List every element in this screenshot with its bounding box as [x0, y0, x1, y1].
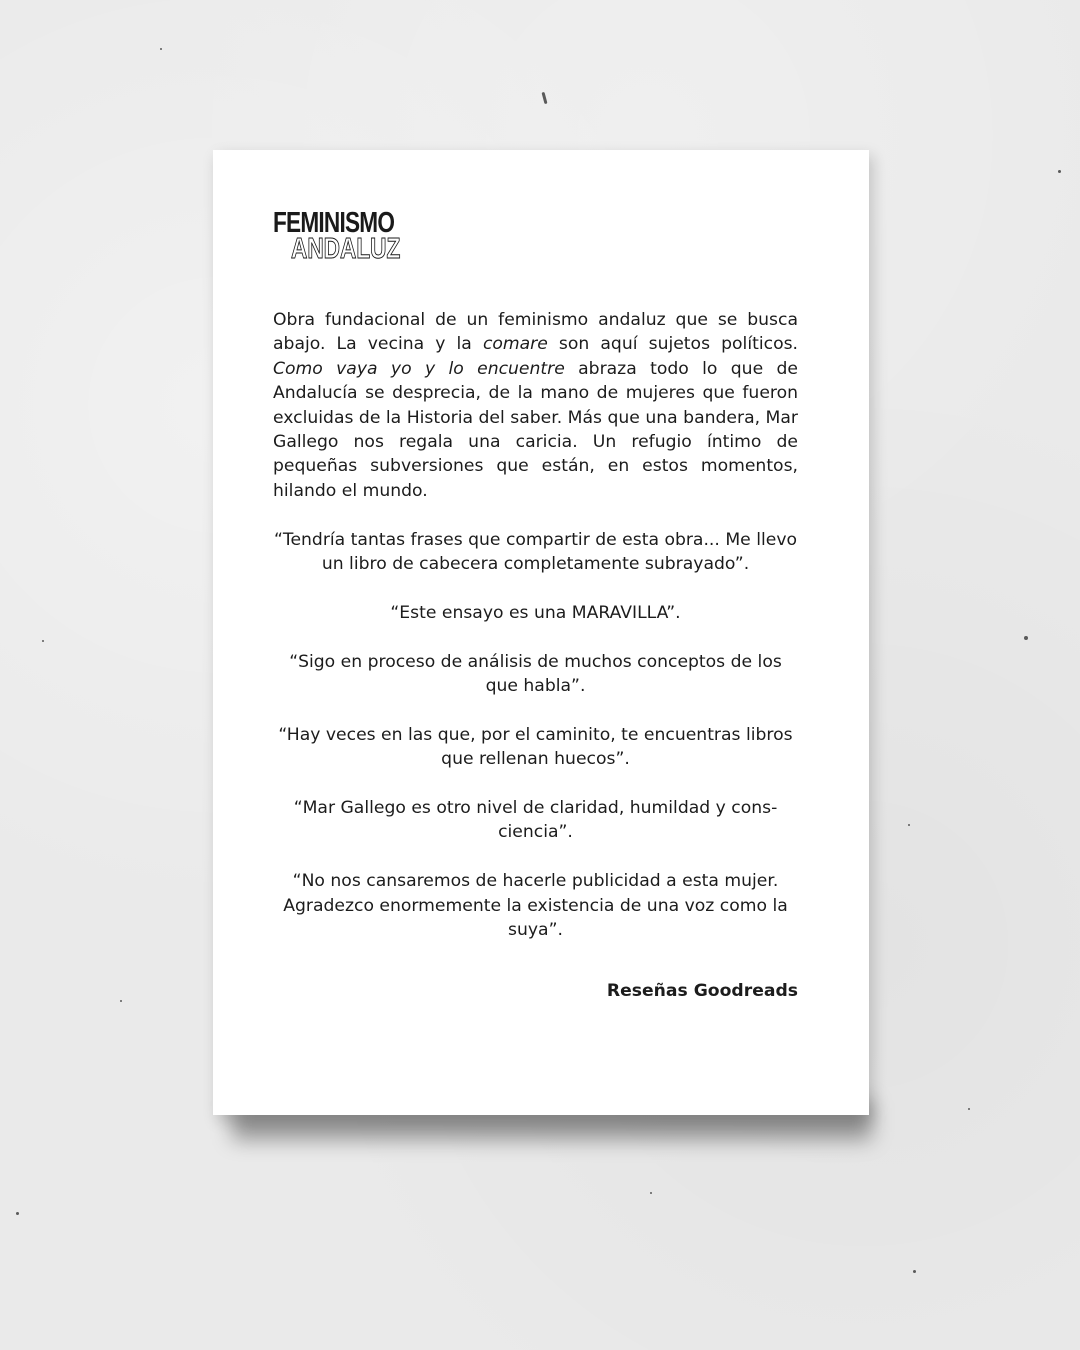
review-quote-3: “Sigo en proceso de análisis de muchos conceptos de los que habla”. [289, 651, 782, 697]
paper-speck [120, 1000, 122, 1002]
review-quote-6: “No nos cansaremos de hacerle publicidad a esta mujer. Agradezco enormemente la existencia de una voz como la suya”. [283, 871, 788, 941]
logo-line-1: FEMINISMO [273, 207, 395, 239]
review-text [273, 308, 798, 1004]
intro-paragraph [273, 308, 798, 503]
review-quote-5: “Mar Gallego es otro nivel de claridad, humildad y cons-ciencia”. [293, 798, 778, 843]
intro-italic-comare: comare [482, 334, 548, 355]
feminismo-andaluz-logo [273, 208, 413, 268]
review-quote-2: “Este ensayo es una MARAVILLA”. [390, 602, 681, 623]
paper-speck [913, 1270, 916, 1273]
paper-speck [650, 1192, 652, 1194]
paper-speck [16, 1212, 19, 1215]
review-quote-4: “Hay veces en las que, por el caminito, te encuentras libros que rellenan huecos”. [278, 724, 793, 770]
paper-speck [1058, 170, 1061, 173]
paper-speck [541, 92, 547, 104]
source-signature: Reseñas Goodreads [606, 981, 798, 1002]
intro-italic-book-title: Como vaya yo y lo encuentre [273, 358, 565, 379]
paper-speck [968, 1108, 970, 1110]
paper-sheet [213, 150, 869, 1115]
paper-speck [160, 48, 162, 50]
review-quote-1: “Tendría tantas frases que compartir de esta obra... Me llevo un libro de cabecera completamente subrayado”. [273, 529, 798, 575]
intro-text-3: abraza todo lo que de Andalucía se desprecia, de la mano de mujeres que fueron excluidas de la Historia del saber. Más que una bandera, Mar Gallego nos regala una caricia. Un refugio íntimo de pequeñas subversiones que están, en estos momentos, hilando el mundo. [273, 358, 798, 501]
logo-line-2: ANDALUZ [291, 233, 401, 265]
intro-text-2: son aquí sujetos políticos. [547, 334, 798, 355]
paper-speck [1024, 636, 1028, 640]
paper-speck [42, 640, 44, 642]
intro-text-1: Obra fundacional de un feminismo andaluz que se busca abajo. La vecina y la [273, 310, 798, 355]
paper-speck [908, 824, 910, 826]
